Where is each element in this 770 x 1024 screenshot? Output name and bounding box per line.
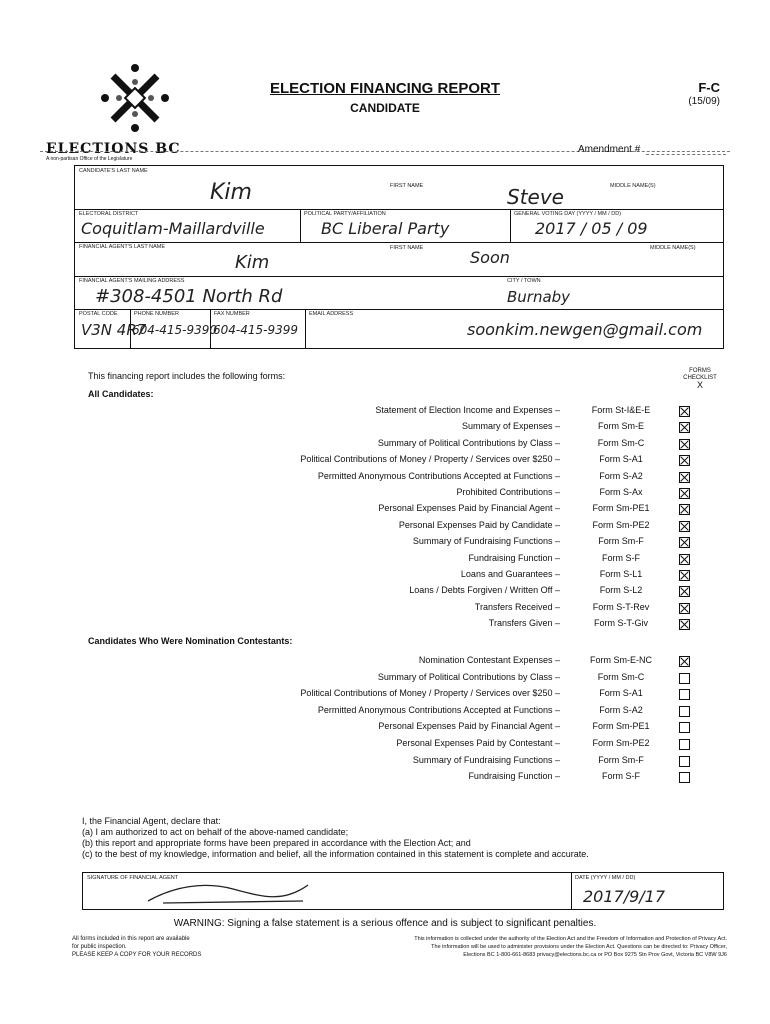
form-code: Form S-F: [602, 771, 640, 782]
form-row: [140, 618, 730, 634]
date-label: DATE (YYYY / MM / DD): [575, 875, 636, 881]
form-row: [140, 553, 730, 569]
form-row: [140, 503, 730, 519]
candidate-last-name[interactable]: Kim: [210, 180, 252, 205]
voting-day[interactable]: 2017 / 05 / 09: [535, 219, 648, 238]
form-checkbox[interactable]: [679, 603, 690, 614]
page-title: ELECTION FINANCING REPORT: [269, 80, 500, 97]
form-row: [140, 487, 730, 503]
candidate-first-name[interactable]: Steve: [507, 185, 564, 209]
footer-left: All forms included in this report are available for public inspection. PLEASE KEEP A COPY FOR YOUR RECORDS: [72, 936, 202, 958]
declaration: [82, 816, 589, 860]
agent-first-name[interactable]: Soon: [470, 248, 510, 267]
form-row: [140, 771, 730, 787]
form-row: [140, 755, 730, 771]
form-description: Summary of Expenses –: [461, 421, 560, 432]
form-description: Prohibited Contributions –: [456, 487, 560, 497]
form-row: [140, 454, 730, 470]
form-description: Permitted Anonymous Contributions Accepted at Functions –: [317, 470, 560, 481]
candidate-info-box: [74, 165, 724, 349]
form-code: Form S-T-Giv: [594, 618, 648, 629]
form-code: Form Sm-PE2: [592, 519, 650, 530]
party-affiliation[interactable]: BC Liberal Party: [321, 219, 450, 238]
candidate-middle-name-label: MIDDLE NAME(S): [610, 183, 656, 189]
form-checkbox[interactable]: [679, 673, 690, 684]
agent-middle-name-label: MIDDLE NAME(S): [650, 245, 696, 251]
form-checkbox[interactable]: [679, 656, 690, 667]
form-code: Form Sm-F: [598, 536, 644, 547]
form-checkbox[interactable]: [679, 772, 690, 783]
warning-text: WARNING: Signing a false statement is a serious offence and is subject to significant penalties.: [173, 918, 597, 929]
form-code: Form Sm-PE1: [592, 503, 650, 514]
form-code: Form S-A2: [599, 470, 643, 481]
form-description: Fundraising Function –: [468, 771, 560, 782]
form-code: Form Sm-PE1: [592, 721, 650, 732]
agent-address[interactable]: #308-4501 North Rd: [95, 286, 283, 307]
agent-city[interactable]: Burnaby: [507, 288, 571, 306]
signature[interactable]: [143, 879, 313, 907]
form-code: Form S-L2: [599, 585, 643, 596]
form-checkbox[interactable]: [679, 537, 690, 548]
agent-last-name-label: FINANCIAL AGENT'S LAST NAME: [79, 244, 166, 250]
form-checkbox[interactable]: [679, 422, 690, 433]
form-code: Form Sm-C: [597, 671, 645, 682]
elections-bc-logo: [95, 58, 175, 138]
form-row: [140, 688, 730, 704]
party-label: POLITICAL PARTY/AFFILIATION: [304, 211, 386, 217]
signature-label: SIGNATURE OF FINANCIAL AGENT: [87, 875, 179, 881]
voting-day-label: GENERAL VOTING DAY (YYYY / MM / DD): [514, 211, 622, 217]
form-description: Political Contributions of Money / Property / Services over $250 –: [300, 688, 560, 699]
form-code: Form Sm-E-NC: [590, 655, 652, 665]
form-row: [140, 405, 730, 421]
form-description: Statement of Election Income and Expenses –: [375, 405, 560, 415]
amendment-field[interactable]: [646, 154, 726, 155]
form-row: [140, 569, 730, 585]
form-checkbox[interactable]: [679, 521, 690, 532]
signature-box: [82, 872, 724, 910]
form-description: Personal Expenses Paid by Candidate –: [398, 519, 560, 530]
form-checkbox[interactable]: [679, 570, 690, 581]
form-code: F-C: [698, 80, 720, 95]
form-description: Loans / Debts Forgiven / Written Off –: [409, 585, 560, 596]
form-code: Form S-L1: [599, 569, 643, 579]
form-code: Form St-I&E-E: [591, 405, 651, 415]
form-checkbox[interactable]: [679, 554, 690, 565]
form-code: Form S-T-Rev: [592, 601, 650, 612]
signature-date[interactable]: 2017/9/17: [583, 887, 666, 906]
form-row: [140, 738, 730, 754]
form-code: Form Sm-E: [598, 421, 644, 432]
form-row: [140, 602, 730, 618]
form-revision: (15/09): [688, 96, 720, 107]
phone-number[interactable]: 604-415-9390: [132, 323, 218, 337]
footer-right: This information is collected under the authority of the Election Act and the Freedom of Information and Protection of Privacy Act. The information will be used to administer provisions under the Election Act. Questions can be directed to: Privacy Officer, Elections BC 1-800-661-8683 privacy@elections.bc.ca or PO Box 9275 Stn Prov Govt, Victoria BC V8W 9J6: [414, 936, 727, 958]
form-row: [140, 421, 730, 437]
form-row: [140, 438, 730, 454]
declaration-intro: I, the Financial Agent, declare that:: [82, 816, 221, 826]
form-row: [140, 585, 730, 601]
form-checkbox[interactable]: [679, 739, 690, 750]
form-checkbox[interactable]: [679, 722, 690, 733]
form-checkbox[interactable]: [679, 619, 690, 630]
declaration-a: (a) I am authorized to act on behalf of the above-named candidate;: [82, 827, 349, 837]
page-subtitle: CANDIDATE: [350, 101, 420, 115]
form-description: Personal Expenses Paid by Financial Agent –: [378, 721, 560, 732]
candidate-last-name-label: CANDIDATE'S LAST NAME: [79, 168, 148, 174]
declaration-b: (b) this report and appropriate forms have been prepared in accordance with the Election Act; and: [82, 838, 471, 848]
agent-last-name[interactable]: Kim: [235, 252, 270, 273]
form-row: [140, 721, 730, 737]
form-description: Permitted Anonymous Contributions Accepted at Functions –: [317, 704, 560, 715]
district-label: ELECTORAL DISTRICT: [79, 211, 139, 217]
form-description: Summary of Political Contributions by Class –: [377, 671, 560, 682]
amendment-label: Amendment #: [578, 144, 641, 155]
agent-address-label: FINANCIAL AGENT'S MAILING ADDRESS: [79, 278, 185, 284]
form-code: Form S-A1: [599, 688, 643, 699]
agent-first-name-label: FIRST NAME: [390, 245, 424, 251]
form-row: [140, 705, 730, 721]
form-description: Fundraising Function –: [468, 552, 560, 563]
form-description: Political Contributions of Money / Property / Services over $250 –: [300, 454, 560, 465]
form-checkbox[interactable]: [679, 756, 690, 767]
email-label: EMAIL ADDRESS: [309, 311, 354, 317]
form-code: Form S-A1: [599, 454, 643, 465]
form-checkbox[interactable]: [679, 689, 690, 700]
form-description: Nomination Contestant Expenses –: [418, 655, 560, 665]
form-description: Transfers Given –: [488, 618, 560, 629]
form-code: Form Sm-PE2: [592, 738, 650, 748]
checklist-header: FORMS CHECKLIST X: [683, 368, 717, 390]
form-row: [140, 655, 730, 671]
form-checkbox[interactable]: [679, 586, 690, 597]
fax-number[interactable]: 604-415-9399: [213, 323, 299, 337]
form-description: Summary of Political Contributions by Class –: [377, 437, 560, 448]
email-address[interactable]: soonkim.newgen@gmail.com: [467, 320, 703, 339]
phone-label: PHONE NUMBER: [134, 311, 179, 317]
form-checkbox[interactable]: [679, 439, 690, 450]
agent-city-label: CITY / TOWN: [507, 278, 541, 284]
fax-label: FAX NUMBER: [214, 311, 250, 317]
form-description: Transfers Received –: [474, 601, 560, 612]
form-description: Loans and Guarantees –: [460, 569, 560, 579]
declaration-c: (c) to the best of my knowledge, information and belief, all the information contained in this statement is complete and accurate.: [82, 849, 589, 859]
form-row: [140, 536, 730, 552]
form-code: Form S-A2: [599, 704, 643, 715]
form-row: [140, 471, 730, 487]
form-description: Personal Expenses Paid by Contestant –: [396, 738, 560, 748]
form-checkbox[interactable]: [679, 472, 690, 483]
form-checkbox[interactable]: [679, 488, 690, 499]
postal-code[interactable]: V3N 4R7: [81, 321, 147, 339]
all-candidates-heading: All Candidates:: [88, 389, 154, 399]
form-row: [140, 672, 730, 688]
forms-intro: This financing report includes the following forms:: [88, 371, 286, 381]
form-code: Form S-Ax: [599, 487, 643, 497]
form-checkbox[interactable]: [679, 504, 690, 515]
form-code: Form Sm-C: [597, 437, 645, 448]
brand-name: ELECTIONS BC: [46, 141, 181, 157]
candidate-first-name-label: FIRST NAME: [390, 183, 424, 189]
contestants-heading: Candidates Who Were Nomination Contestants:: [88, 636, 293, 646]
postal-code-label: POSTAL CODE: [79, 311, 118, 317]
brand-subtitle: A non-partisan Office of the Legislature: [46, 156, 133, 162]
form-checkbox[interactable]: [679, 406, 690, 417]
form-checkbox[interactable]: [679, 706, 690, 717]
form-checkbox[interactable]: [679, 455, 690, 466]
form-description: Summary of Fundraising Functions –: [412, 754, 560, 765]
form-code: Form Sm-F: [598, 754, 644, 765]
form-description: Personal Expenses Paid by Financial Agent –: [378, 503, 560, 514]
form-row: [140, 520, 730, 536]
form-description: Summary of Fundraising Functions –: [412, 536, 560, 547]
form-code: Form S-F: [602, 552, 640, 563]
electoral-district[interactable]: Coquitlam-Maillardville: [81, 219, 265, 238]
